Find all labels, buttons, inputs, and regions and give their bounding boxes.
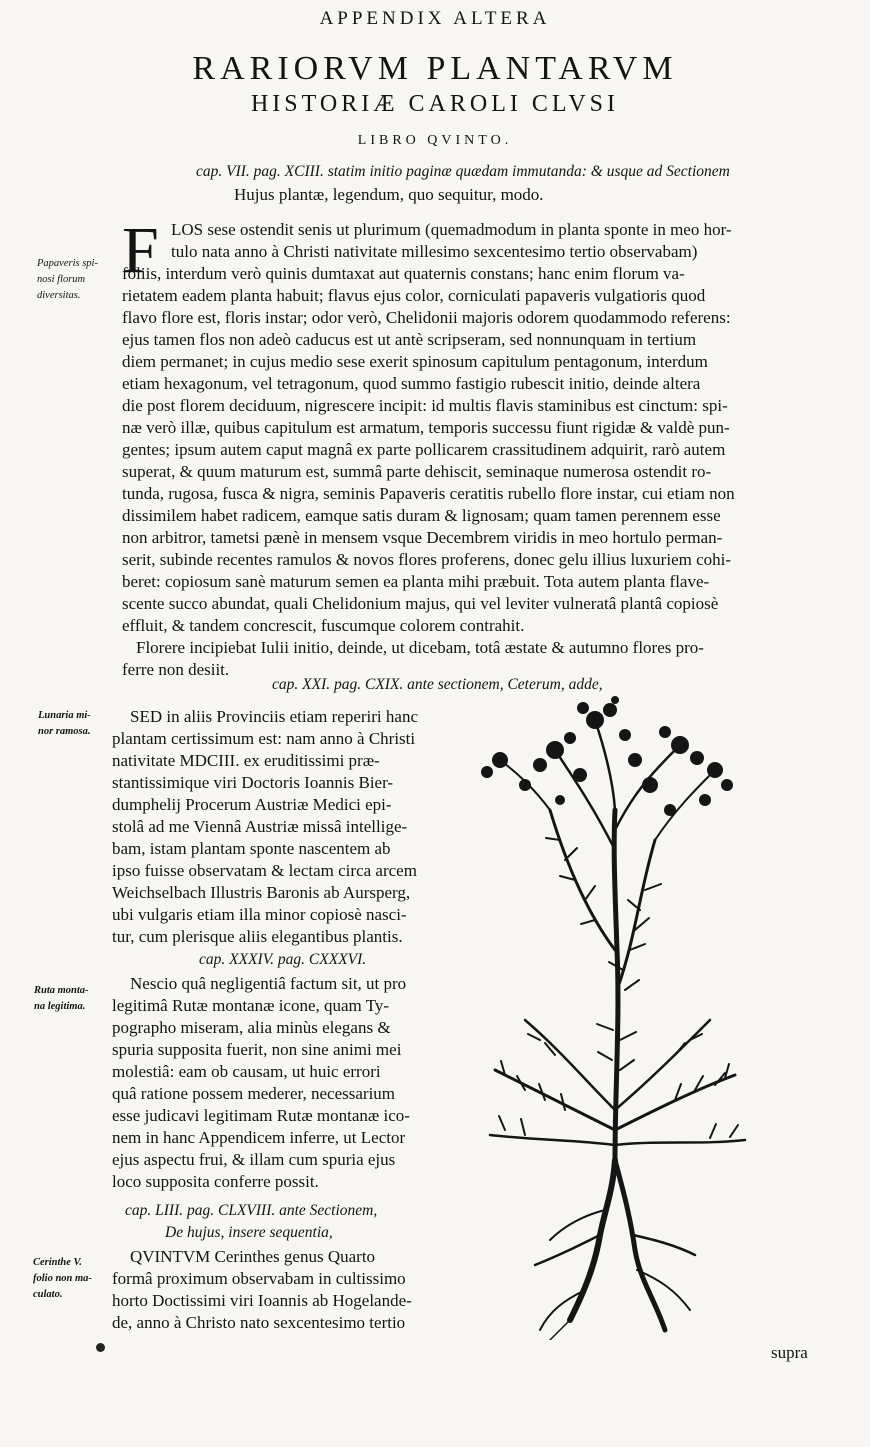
text-line: ferre non desiit. [122, 660, 230, 679]
margin-note-ruta [34, 983, 89, 1015]
text-line: ejus tamen flos non adeò caducus est ut antè scripseram, sed nonnunquam in tertium [122, 330, 697, 349]
text-line: dumphelij Procerum Austriæ Medici epi- [112, 795, 392, 814]
paragraph-1-head [171, 220, 732, 264]
text-line: pographo miseram, alia minùs elegans & [112, 1018, 391, 1037]
ink-blot [96, 1343, 105, 1352]
text-line: ipso fuisse observatam & lectam circa arcem [112, 861, 417, 880]
text-line: SED in aliis Provinciis etiam reperiri hanc [130, 707, 418, 726]
text-line: stantissimique viri Doctoris Ioannis Bier- [112, 773, 394, 792]
text-line: quâ ratione possem mederer, necessarium [112, 1084, 396, 1103]
paragraph-2 [112, 707, 418, 949]
text-line: legitimâ Rutæ montanæ icone, quam Ty- [112, 996, 390, 1015]
margin-note-line: Ruta monta- [34, 985, 89, 996]
text-line: esse judicavi legitimam Rutæ montanæ ico- [112, 1106, 410, 1125]
text-line: spuria supposita fuerit, non sine animi mei [112, 1040, 402, 1059]
catchword: supra [771, 1343, 808, 1362]
text-line: flavo flore est, floris instar; odor verò, Chelidonii majoris odorem quodammodo referens: [122, 308, 731, 327]
margin-note-lunaria [38, 708, 91, 740]
text-line: beret: copiosum sanè maturum semen ea planta mihi præbuit. Tota autem planta flave- [122, 572, 710, 591]
chapter-reference-continued: Hujus plantæ, legendum, quo sequitur, modo. [234, 185, 544, 204]
text-line: LOS sese ostendit senis ut plurimum (quemadmodum in planta sponte in meo hor- [171, 220, 732, 239]
book-title-line-3: LIBRO QVINTO. [357, 133, 513, 148]
margin-note-line: Lunaria mi- [38, 710, 91, 721]
chapter-reference-continued: De hujus, insere sequentia, [165, 1224, 333, 1241]
text-line: diem permanet; in cujus medio sese exerit spinosum capitulum pentagonum, interdum [122, 352, 708, 371]
book-title-line-1: RARIORVM PLANTARVM [192, 50, 678, 87]
text-line: Florere incipiebat Iulii initio, deinde, ut dicebam, totâ æstate & autumno flores pro- [136, 638, 704, 657]
text-line: etiam hexagonum, vel tetragonum, quod summo fastigio rubescit initio, deinde altera [122, 374, 701, 393]
text-line: foliis, interdum verò quinis dumtaxat aut quaternis constans; hanc enim florum va- [122, 264, 685, 283]
chapter-reference: cap. XXXIV. pag. CXXXVI. [199, 951, 367, 968]
text-line: plantam certissimum est: nam anno à Christi [112, 729, 416, 748]
margin-note-line: Cerinthe V. [33, 1257, 82, 1268]
text-line: nem in hanc Appendicem inferre, ut Lector [112, 1128, 406, 1147]
margin-note-papaveris [37, 256, 98, 304]
text-line: superat, & quum maturum est, summâ parte dehiscit, seminaque numerosa ostendit ro- [122, 462, 712, 481]
ruta-montana-woodcut [465, 690, 765, 1340]
text-line: tulo nata anno à Christi nativitate millesimo sexcentesimo tertio observabam) [171, 242, 698, 261]
chapter-reference: cap. LIII. pag. CLXVIII. ante Sectionem, [125, 1202, 378, 1219]
margin-note-line: folio non ma- [33, 1273, 92, 1284]
text-line: effluit, & tandem concrescit, fuscumque colorem contrahit. [122, 616, 525, 635]
text-line: bam, istam plantam sponte nascentem ab [112, 839, 391, 858]
chapter-reference: cap. VII. pag. XCIII. statim initio paginæ quædam immutanda: & usque ad Sectionem [196, 163, 730, 180]
chapter-reference: cap. XXI. pag. CXIX. ante sectionem, Ceterum, adde, [272, 676, 603, 693]
margin-note-line: Papaveris spi- [37, 258, 98, 269]
paragraph-3 [112, 974, 410, 1194]
text-line: stolâ ad me Viennâ Austriæ missâ intellige- [112, 817, 408, 836]
margin-note-cerinthe [33, 1255, 92, 1303]
text-line: ejus aspectu frui, & illam cum spuria ejus [112, 1150, 396, 1169]
running-head: APPENDIX ALTERA [319, 8, 551, 29]
text-line: rietatem eadem planta habuit; flavus ejus color, corniculati papaveris vulgatioris quod [122, 286, 706, 305]
margin-note-line: culato. [33, 1289, 63, 1300]
text-line: tur, cum plerisque aliis elegantibus plantis. [112, 927, 403, 946]
text-line: die post florem deciduum, nigrescere incipit: id multis flavis staminibus est cinctum: spi- [122, 396, 728, 415]
margin-note-line: na legitima. [34, 1001, 86, 1012]
drop-capital: F [122, 214, 159, 287]
text-line: serit, subinde recentes ramulos & novos flores proferens, donec gelu illius luxuriem cohi- [122, 550, 732, 569]
text-line: nativitate MDCIII. ex eruditissimi præ- [112, 751, 380, 770]
text-line: tunda, rugosa, fusca & nigra, seminis Papaveris ceratitis rubello flore instar, cui etiam non [122, 484, 735, 503]
paragraph-1-body [122, 264, 735, 682]
text-line: Weichselbach Illustris Baronis ab Aursperg, [112, 883, 411, 902]
paragraph-4 [112, 1247, 412, 1335]
text-line: non arbitror, tametsi pænè in mensem vsque Decembrem viridis in meo hortulo perman- [122, 528, 723, 547]
text-line: formâ proximum observabam in cultissimo [112, 1269, 406, 1288]
book-title-line-2: HISTORIÆ CAROLI CLVSI [250, 91, 620, 117]
text-line: næ verò illæ, quibus capitulum est armatum, temporis successu fiunt rigidæ & valdè pun- [122, 418, 730, 437]
text-line: de, anno à Christo nato sexcentesimo tertio [112, 1313, 406, 1332]
margin-note-line: nosi florum [37, 274, 86, 285]
text-line: scente succo abundat, quali Chelidonium majus, qui vel leviter vulneratâ plantâ copiosè [122, 594, 719, 613]
text-line: horto Doctissimi viri Ioannis ab Hogelande- [112, 1291, 412, 1310]
text-line: QVINTVM Cerinthes genus Quarto [130, 1247, 376, 1266]
text-line: loco supposita conferre possit. [112, 1172, 319, 1191]
text-line: gentes; ipsum autem caput magnâ ex parte pollicarem crassitudinem adquirit, rarò autem [122, 440, 726, 459]
text-line: dissimilem habet radicem, eamque satis duram & lignosam; quam tamen perennem esse [122, 506, 721, 525]
margin-note-line: diversitas. [37, 290, 81, 301]
text-line: molestiâ: eam ob causam, ut huic errori [112, 1062, 381, 1081]
margin-note-line: nor ramosa. [38, 726, 91, 737]
text-line: Nescio quâ negligentiâ factum sit, ut pro [130, 974, 407, 993]
text-line: ubi vulgaris etiam illa minor copiosè nasci- [112, 905, 407, 924]
